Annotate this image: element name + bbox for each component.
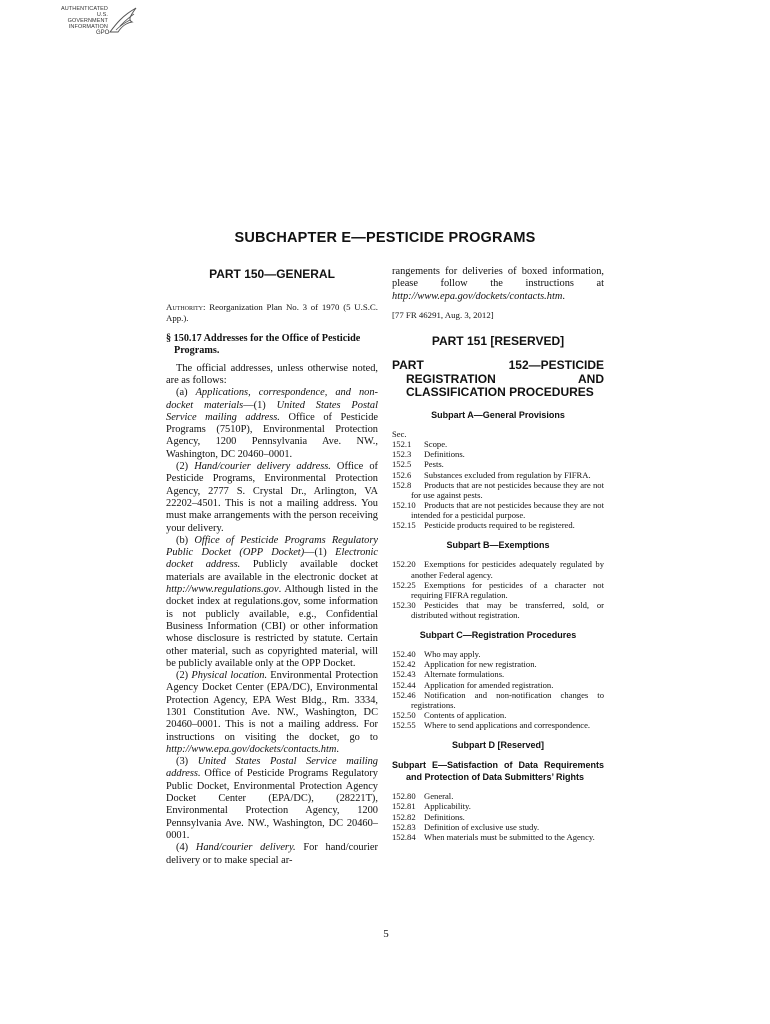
toc-entry (392, 720, 604, 730)
toc-section-number: 152.82 (392, 811, 416, 822)
part-150-title: PART 150—GENERAL (209, 267, 335, 281)
toc-section-title: Products that are not pesticides because they are not for use against pests. (411, 479, 604, 500)
logo-text (56, 6, 108, 30)
toc-entry (392, 480, 604, 500)
toc-section-number: 152.40 (392, 649, 416, 660)
sec-label: Sec. (392, 429, 407, 440)
paragraph-b3: (3) United States Postal Service mailing address. Office of Pesticide Programs Regulatory Public Docket, Environmental Protection Agency Docket Center (EPA/DC), (28221T), Environmental Protection Agency, 1200 Pennsylvania Ave. NW., Washington, DC 20460–0001. (166, 756, 378, 841)
toc-section-number: 152.20 (392, 559, 416, 570)
authority-text: Reorganization Plan No. 3 of 1970 (5 U.S.C. App.). (166, 302, 378, 323)
toc-section-title: Where to send applications and correspondence. (424, 719, 591, 730)
toc-section-title: Contents of application. (424, 709, 507, 720)
part-151-title: PART 151 [RESERVED] (431, 334, 565, 349)
subpart-d-heading: Subpart D [Reserved] (451, 740, 545, 751)
toc-section-title: Pests. (424, 459, 444, 470)
gpo-authentication-logo (56, 6, 142, 42)
toc-entry (392, 470, 604, 480)
paragraph-b2: (2) Physical location. Environmental Protection Agency Docket Center (EPA/DC), Environmental Protection Agency, EPA West Bldg., Rm. 3334, 1301 Constitution Ave. NW., Washington, DC 20460–0001. This is not a mailing address. For instructions on visiting the docket, go to http://www.epa.gov/dockets/contacts.htm. (166, 670, 379, 755)
toc-section-number: 152.5 (392, 459, 412, 470)
toc-section-title: Exemptions for pesticides of a character not requiring FIFRA regulation. (411, 579, 604, 600)
left-column (166, 268, 378, 867)
toc-entry (392, 801, 604, 811)
toc-section-number: 152.43 (392, 669, 416, 680)
page-number: 5 (383, 928, 389, 940)
toc-section-title: Application for new registration. (424, 659, 537, 670)
toc-section-number: 152.50 (392, 709, 416, 720)
toc-entry (392, 559, 604, 579)
section-heading: § 150.17 Addresses for the Office of Pesticide Programs. (166, 333, 361, 357)
toc-section-title: Definitions. (424, 449, 465, 460)
toc-entry (392, 439, 604, 449)
toc-section-number: 152.83 (392, 821, 416, 832)
toc-section-title: Definitions. (424, 811, 465, 822)
toc-section-title: Exemptions for pesticides adequately regulated by another Federal agency. (411, 559, 604, 580)
toc-section-title: Pesticide products required to be registered. (424, 520, 575, 531)
authority-note (166, 302, 378, 323)
toc-entry (392, 669, 604, 679)
epa-dockets-link[interactable]: http://www.epa.gov/dockets/contacts.htm (166, 743, 337, 755)
toc-entry (392, 791, 604, 801)
logo-gpo-text: GPO (96, 30, 110, 36)
subpart-c-heading: Subpart C—Registration Procedures (419, 629, 577, 640)
toc-section-number: 152.25 (392, 579, 416, 590)
toc-section-number: 152.3 (392, 449, 412, 460)
epa-contacts-link[interactable]: http://www.epa.gov/dockets/contacts.htm (392, 290, 563, 302)
toc-section-title: Application for amended registration. (424, 679, 554, 690)
toc-section-title: Substances excluded from regulation by FIFRA. (424, 469, 591, 480)
toc-section-title: Notification and non-notification changes to registrations. (411, 689, 604, 710)
toc-entry (392, 822, 604, 832)
toc-section-title: Pesticides that may be transferred, sold, or distributed without registration. (411, 599, 604, 620)
toc-section-title: Alternate formulations. (424, 669, 505, 680)
toc-section-title: Definition of exclusive use study. (424, 821, 540, 832)
toc-section-number: 152.42 (392, 659, 416, 670)
toc-subpart-e (392, 791, 604, 841)
toc-section-number: 152.55 (392, 719, 416, 730)
toc-subpart-a (392, 439, 604, 530)
toc-section-number: 152.6 (392, 469, 412, 480)
logo-line-2: U.S. GOVERNMENT (67, 12, 108, 24)
toc-section-number: 152.30 (392, 599, 416, 610)
paragraph-a: (a) Applications, correspondence, and non-docket materials—(1) United States Postal Service mailing address. Office of Pesticide Programs (7510P), Environmental Protection Agency, 1200 Pennsylvania Ave. NW., Washington, DC 20460–0001. (166, 387, 379, 460)
part-152-title: PART 152—PESTICIDE REGISTRATION AND CLASSIFICATION PROCEDURES (392, 358, 604, 400)
toc-entry (392, 520, 604, 530)
toc-section-number: 152.1 (392, 439, 412, 450)
toc-entry (392, 500, 604, 520)
toc-entry (392, 580, 604, 600)
eagle-icon (106, 6, 140, 36)
toc-section-title: When materials must be submitted to the Agency. (424, 831, 595, 842)
subpart-a-heading: Subpart A—General Provisions (431, 409, 565, 420)
paragraph-b: (b) Office of Pesticide Programs Regulatory Public Docket (OPP Docket)—(1) Electronic docket address. Publicly available docket materials are available in the electronic docket at http://www.regulations.gov. Although listed in the docket index at regulations.gov, some information is not publicly available, e.g., Confidential Business Information (CBI) or other information whose disclosure is restricted by statute. Certain other material, such as copyrighted material, will be publicly available only at the OPP Docket. (166, 534, 378, 669)
paragraph-a2: (2) Hand/courier delivery address. Office of Pesticide Programs, Environmental Protection Agency, 2777 S. Crystal Dr., Arlington, VA 22202–4501. This is not a mailing address. You must make arrangements with the person receiving your delivery. (166, 461, 378, 534)
toc-entry (392, 710, 604, 720)
toc-section-title: Products that are not pesticides because they are not intended for a pesticidal purpose. (411, 499, 604, 520)
subpart-e-heading: Subpart E—Satisfaction of Data Requirements and Protection of Data Submitters’ Rights (392, 760, 604, 782)
toc-section-number: 152.10 (392, 499, 416, 510)
logo-line-1: AUTHENTICATED (60, 6, 108, 12)
toc-section-title: Who may apply. (424, 649, 481, 660)
toc-entry (392, 600, 604, 620)
toc-section-number: 152.84 (392, 831, 416, 842)
toc-section-number: 152.81 (392, 801, 416, 812)
subpart-b-heading: Subpart B—Exemptions (446, 540, 550, 551)
toc-entry (392, 449, 604, 459)
continued-paragraph: rangements for deliveries of boxed information, please follow the instructions at http://www.epa.gov/dockets/contacts.htm. (392, 266, 604, 302)
toc-section-number: 152.15 (392, 520, 416, 531)
toc-section-title: General. (424, 791, 454, 802)
toc-entry (392, 659, 604, 669)
toc-subpart-b (392, 559, 604, 620)
paragraph-b4: (4) Hand/courier delivery. For hand/courier delivery or to make special ar- (166, 842, 379, 866)
authority-label: Authority: (166, 302, 206, 313)
toc-section-number: 152.46 (392, 689, 416, 700)
toc-entry (392, 649, 604, 659)
subchapter-title: SUBCHAPTER E—PESTICIDE PROGRAMS (234, 230, 536, 246)
toc-entry (392, 459, 604, 469)
intro-paragraph: The official addresses, unless otherwise noted, are as follows: (166, 362, 378, 386)
regulations-gov-link[interactable]: http://www.regulations.gov (166, 584, 279, 596)
logo-line-3: INFORMATION (68, 24, 108, 30)
toc-entry (392, 812, 604, 822)
toc-section-number: 152.8 (392, 479, 412, 490)
fr-citation: [77 FR 46291, Aug. 3, 2012] (392, 309, 494, 320)
toc-entry (392, 832, 604, 842)
toc-entry (392, 690, 604, 710)
toc-entry (392, 680, 604, 690)
right-column (392, 266, 604, 842)
toc-section-title: Scope. (424, 439, 448, 450)
toc-section-title: Applicability. (424, 801, 471, 812)
toc-section-number: 152.44 (392, 679, 416, 690)
toc-subpart-c (392, 649, 604, 730)
toc-section-number: 152.80 (392, 791, 416, 802)
